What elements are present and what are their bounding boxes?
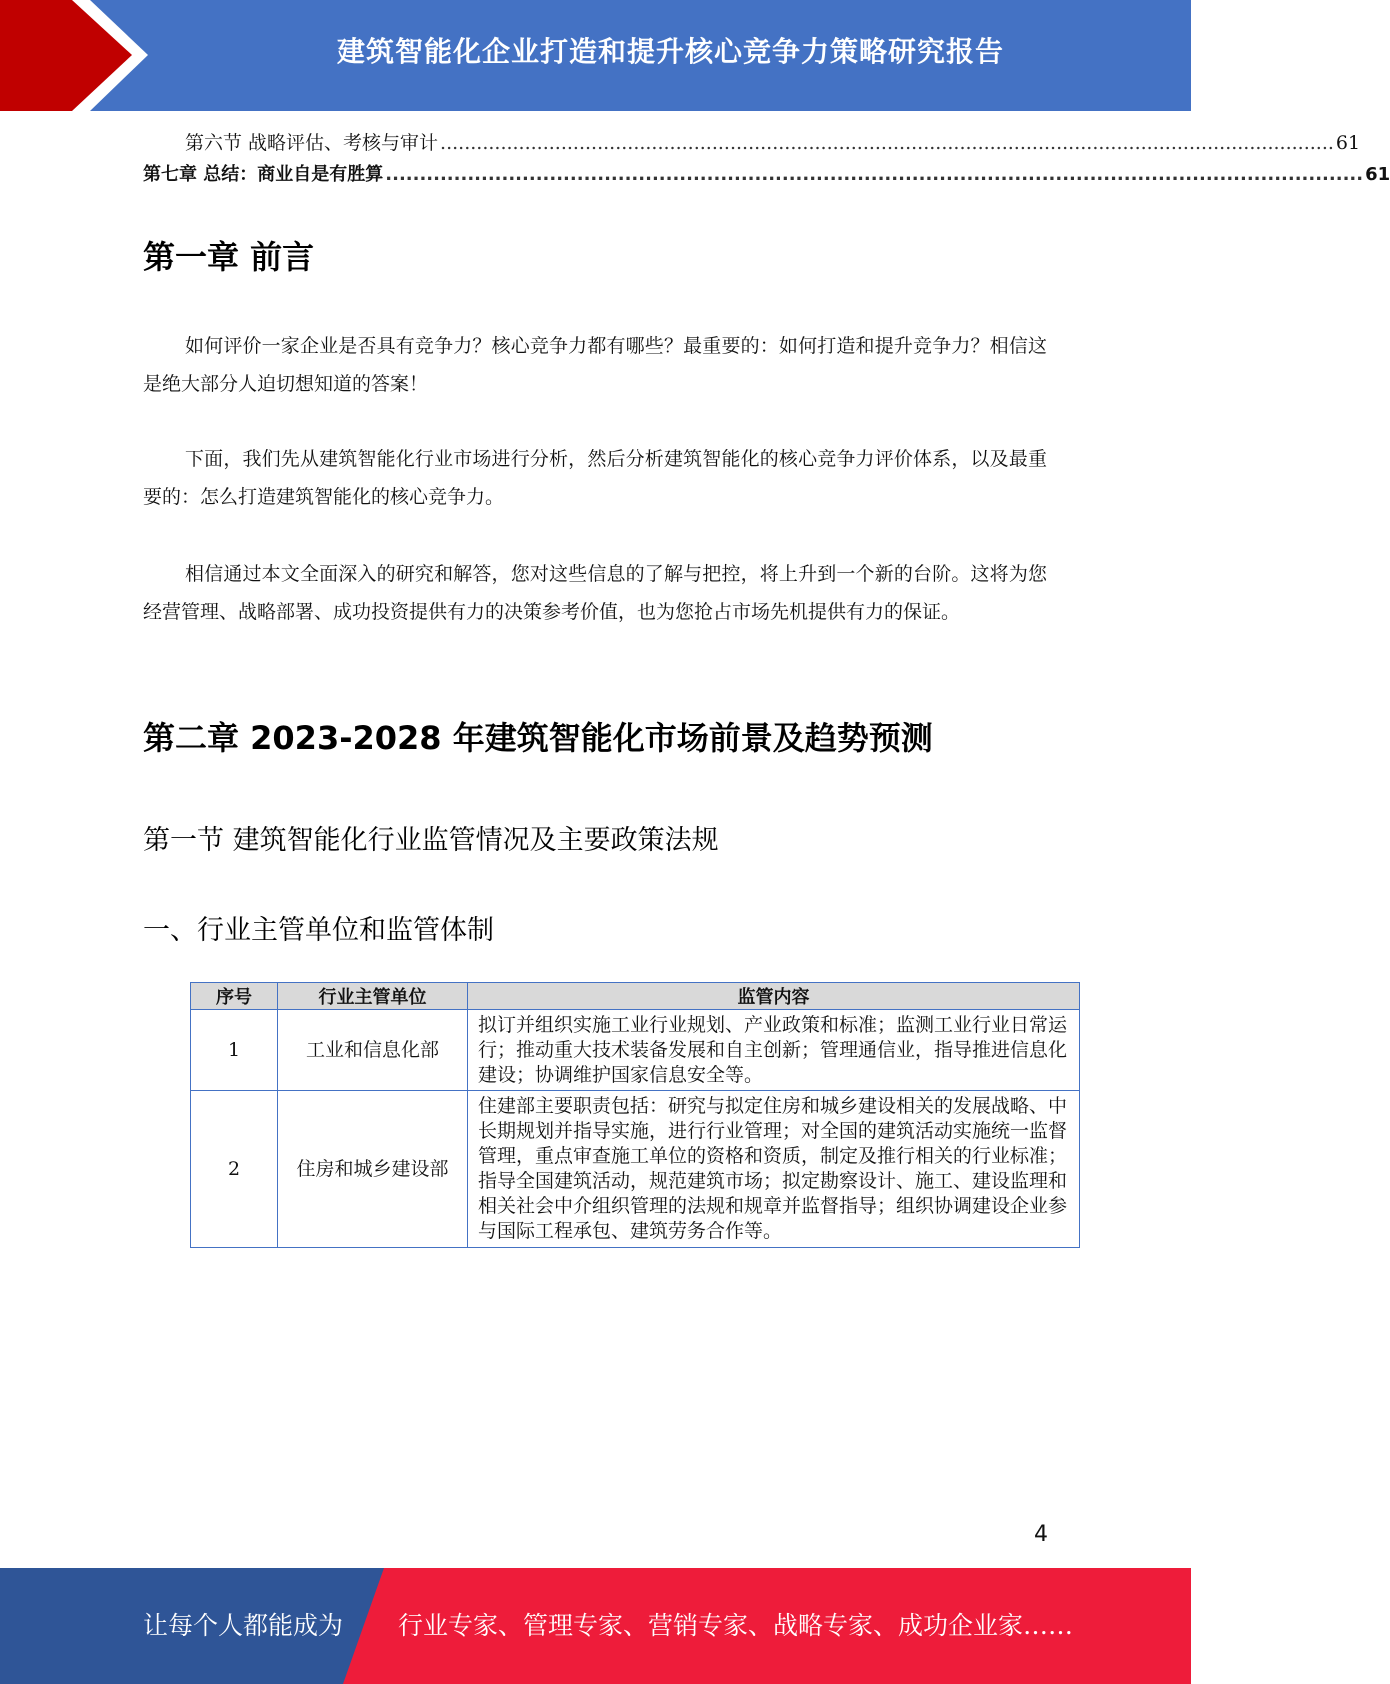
table-of-contents (143, 128, 1390, 190)
toc-entry-label: 第六节 战略评估、考核与审计 (185, 132, 439, 154)
chapter-1-heading: 第一章 前言 (143, 238, 315, 276)
column-header: 序号 (191, 983, 278, 1010)
section-heading: 第一节 建筑智能化行业监管情况及主要政策法规 (143, 825, 719, 856)
toc-entry-page: 61 (1365, 164, 1390, 185)
authority-cell: 工业和信息化部 (278, 1010, 468, 1091)
table-row (191, 1010, 1080, 1091)
page-number: 4 (1034, 1522, 1048, 1547)
content-cell: 拟订并组织实施工业行业规划、产业政策和标准；监测工业行业日常运行；推动重大技术装备发展和自主创新；管理通信业，指导推进信息化建设；协调维护国家信息安全等。 (468, 1010, 1080, 1091)
column-header: 行业主管单位 (278, 983, 468, 1010)
toc-entry[interactable] (143, 128, 1361, 159)
subsection-heading: 一、行业主管单位和监管体制 (143, 915, 494, 946)
column-header: 监管内容 (468, 983, 1080, 1010)
toc-leader-dots: ............................................................................................................................................... (385, 164, 1364, 185)
chapter-2-heading: 第二章 2023-2028 年建筑智能化市场前景及趋势预测 (143, 719, 933, 757)
content-cell: 住建部主要职责包括：研究与拟定住房和城乡建设相关的发展战略、中长期规划并指导实施，进行行业管理；对全国的建筑活动实施统一监督管理，重点审查施工单位的资格和资质，制定及推行相关的行业标准；指导全国建筑活动，规范建筑市场；拟定勘察设计、施工、建设监理和相关社会中介组织管理的法规和规章并监督指导；组织协调建设企业参与国际工程承包、建筑劳务合作等。 (468, 1091, 1080, 1248)
paragraph: 相信通过本文全面深入的研究和解答，您对这些信息的了解与把控，将上升到一个新的台阶。这将为您经营管理、战略部署、成功投资提供有力的决策参考价值，也为您抢占市场先机提供有力的保证。 (143, 563, 1047, 623)
table-header-row (191, 983, 1080, 1010)
footer-slogan-left: 让每个人都能成为 (143, 1611, 344, 1640)
row-number: 2 (191, 1091, 278, 1248)
toc-entry-page: 61 (1335, 132, 1361, 154)
paragraph: 如何评价一家企业是否具有竞争力？核心竞争力都有哪些？最重要的：如何打造和提升竞争力？相信这是绝大部分人迫切想知道的答案！ (143, 335, 1047, 395)
page-footer (0, 1568, 1191, 1684)
paragraph: 下面，我们先从建筑智能化行业市场进行分析，然后分析建筑智能化的核心竞争力评价体系，以及最重要的：怎么打造建筑智能化的核心竞争力。 (143, 448, 1047, 508)
toc-entry-label: 第七章 总结：商业自是有胜算 (143, 164, 384, 185)
table-row (191, 1091, 1080, 1248)
authority-cell: 住房和城乡建设部 (278, 1091, 468, 1248)
footer-slogan-right: 行业专家、管理专家、营销专家、战略专家、成功企业家…… (398, 1611, 1074, 1640)
toc-entry[interactable] (143, 159, 1390, 190)
row-number: 1 (191, 1010, 278, 1091)
page-header (0, 0, 1191, 111)
regulatory-table (190, 982, 1080, 1248)
toc-leader-dots: .................................................................................................................................................... (440, 132, 1334, 154)
report-title: 建筑智能化企业打造和提升核心竞争力策略研究报告 (336, 35, 1004, 68)
